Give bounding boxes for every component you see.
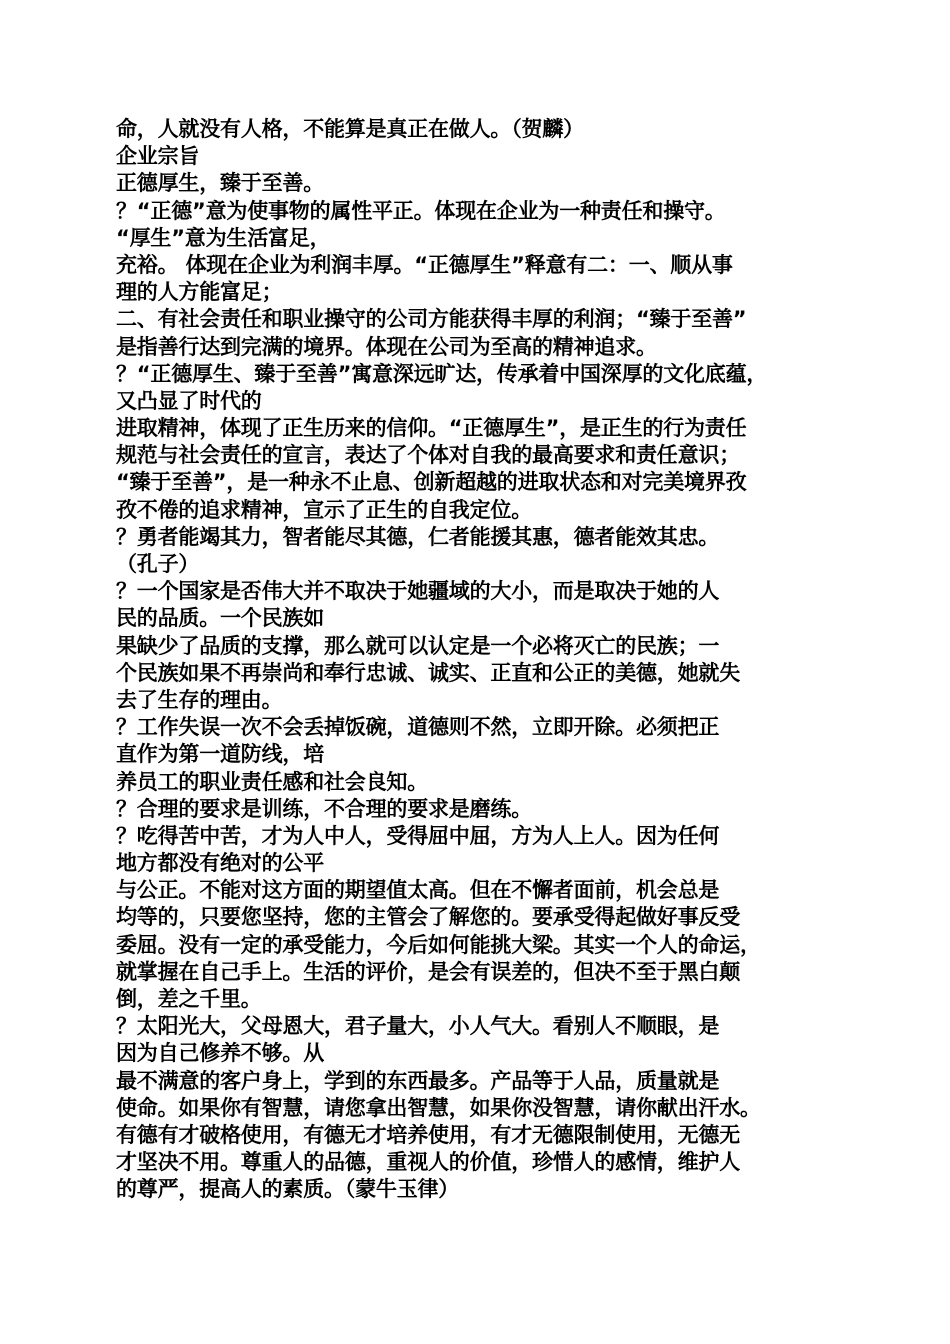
text-line: 又凸显了时代的 <box>116 388 262 413</box>
text-line: 养员工的职业责任感和社会良知。 <box>116 769 428 794</box>
text-line: 二、有社会责任和职业操守的公司方能获得丰厚的利润；“臻于至善” <box>116 307 747 332</box>
text-line: 进取精神，体现了正生历来的信仰。“正德厚生”，是正生的行为责任 <box>116 416 747 441</box>
text-line: 个民族如果不再崇尚和奉行忠诚、诚实、正直和公正的美德，她就失 <box>116 660 740 685</box>
text-line: ？“正德厚生、臻于至善”寓意深远旷达，传承着中国深厚的文化底蕴， <box>116 361 768 386</box>
text-line: 的尊严，提高人的素质。（蒙牛玉律） <box>116 1177 460 1202</box>
text-line: 规范与社会责任的宣言，表达了个体对自我的最高要求和责任意识； <box>116 443 740 468</box>
text-line: 就掌握在自己手上。生活的评价，是会有误差的，但决不至于黑白颠 <box>116 959 740 984</box>
text-line: 倒，差之千里。 <box>116 987 262 1011</box>
text-line: ？工作失误一次不会丢掉饭碗，道德则不然，立即开除。必须把正 <box>116 715 720 740</box>
text-line: 直作为第一道防线，培 <box>116 742 324 767</box>
text-line: 理的人方能富足； <box>116 280 283 305</box>
text-line: 命，人就没有人格，不能算是真正在做人。（贺麟） <box>116 117 584 141</box>
text-line: 与公正。不能对这方面的期望值太高。但在不懈者面前，机会总是 <box>116 878 720 903</box>
text-line: “厚生”意为生活富足， <box>116 225 331 250</box>
text-line: 充裕。 体现在企业为利润丰厚。“正德厚生”释意有二：一、顺从事 <box>116 252 733 277</box>
text-line: 因为自己修养不够。从 <box>116 1041 324 1066</box>
text-line: 去了生存的理由。 <box>116 687 283 712</box>
text-line: 果缺少了品质的支撑，那么就可以认定是一个必将灭亡的民族；一 <box>116 633 720 658</box>
section-heading: 企业宗旨 <box>116 144 200 169</box>
text-line: 委屈。没有一定的承受能力，今后如何能挑大梁。其实一个人的命运， <box>116 932 761 957</box>
text-line: 正德厚生，臻于至善。 <box>116 171 324 196</box>
text-line: ？合理的要求是训练，不合理的要求是磨练。 <box>116 796 532 821</box>
document-body <box>116 116 851 1204</box>
text-line: 才坚决不用。尊重人的品德，重视人的价值，珍惜人的感情，维护人 <box>116 1150 740 1175</box>
text-line: 孜不倦的追求精神，宣示了正生的自我定位。 <box>116 497 532 522</box>
text-line: 民的品质。一个民族如 <box>116 606 324 631</box>
text-line: ？吃得苦中苦，才为人中人，受得屈中屈，方为人上人。因为任何 <box>116 823 720 848</box>
text-line: （孔子） <box>116 552 200 576</box>
text-line: “臻于至善”，是一种永不止息、创新超越的进取状态和对完美境界孜 <box>116 470 747 495</box>
text-line: 使命。如果你有智慧，请您拿出智慧，如果你没智慧，请你献出汗水。 <box>116 1095 761 1120</box>
text-line: 有德有才破格使用，有德无才培养使用，有才无德限制使用，无德无 <box>116 1122 740 1147</box>
text-line: ？一个国家是否伟大并不取决于她疆域的大小，而是取决于她的人 <box>116 579 720 604</box>
text-line: ？太阳光大，父母恩大，君子量大，小人气大。看别人不顺眼，是 <box>116 1014 720 1039</box>
text-line: 均等的，只要您坚持，您的主管会了解您的。要承受得起做好事反受 <box>116 905 740 930</box>
text-line: 是指善行达到完满的境界。体现在公司为至高的精神追求。 <box>116 334 657 359</box>
text-line: 地方都没有绝对的公平 <box>116 851 324 876</box>
text-line: 最不满意的客户身上，学到的东西最多。产品等于人品，质量就是 <box>116 1068 720 1093</box>
text-line: ？勇者能竭其力，智者能尽其德，仁者能援其惠，德者能效其忠。 <box>116 524 720 549</box>
text-line: ？“正德”意为使事物的属性平正。体现在企业为一种责任和操守。 <box>116 198 726 223</box>
